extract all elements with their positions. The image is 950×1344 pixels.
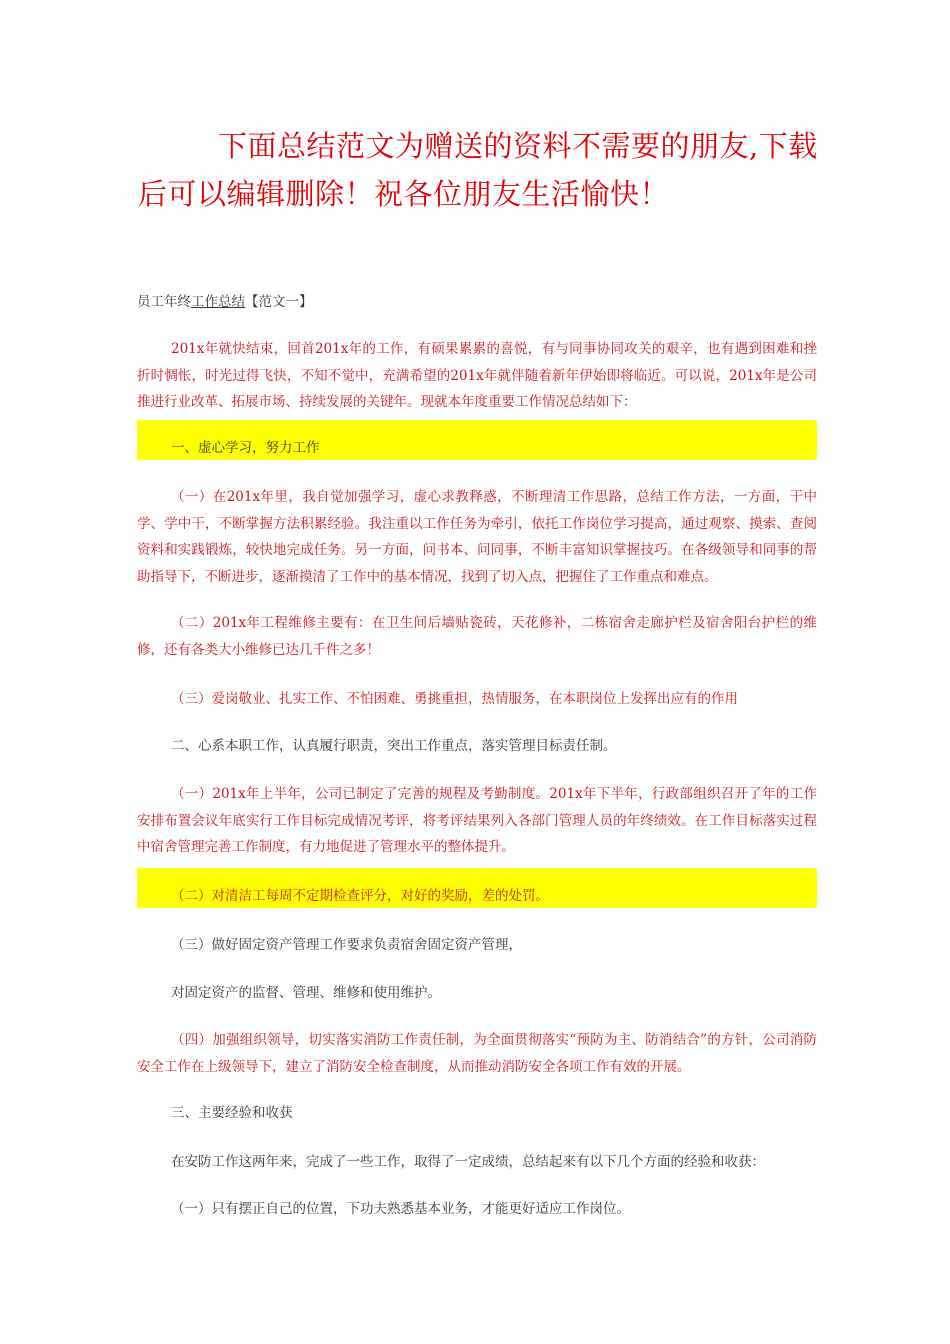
section-2-item-1: （一）201x年上半年，公司已制定了完善的规程及考勤制度。201x年下半年，行政部组织召开了年的工作安排布置会议年底实行工作目标完成情况考评，将考评结果列入各部门管理人员的年终绩效。在工作目标落实过程中宿舍管理完善工作制度，有力地促进了管理水平的整体提升。: [137, 786, 817, 855]
section-2-item-3: （三）做好固定资产管理工作要求负责宿舍固定资产管理，: [171, 937, 522, 953]
section-1-item-3: （三）爱岗敬业、扎实工作、不怕困难、勇挑重担，热情服务，在本职岗位上发挥出应有的作用: [171, 691, 738, 707]
title-suffix: 【范文一】: [245, 294, 313, 310]
section-3-intro: 在安防工作这两年来，完成了一些工作，取得了一定成绩，总结起来有以下几个方面的经验和收获：: [171, 1154, 765, 1170]
document-title: [137, 289, 817, 316]
section-2-item-2: （二）对清洁工每周不定期检查评分，对好的奖励，差的处罚。: [171, 888, 549, 904]
section-1-item-2: （二）201x年工程维修主要有：在卫生间后墙贴瓷砖，天花修补，二栋宿舍走廊护栏及宿舍阳台护栏的维修，还有各类大小维修已达几千件之多！: [137, 615, 817, 658]
section-heading-1: 一、虚心学习，努力工作: [171, 440, 320, 456]
section-2-item-4: （四）加强组织领导，切实落实消防工作责任制，为全面贯彻落实“预防为主、防消结合”的方针，公司消防安全工作在上级领导下，建立了消防安全检查制度，从而推动消防安全各项工作有效的开展。: [137, 1032, 817, 1075]
banner-notice: 下面总结范文为赠送的资料不需要的朋友,下载后可以编辑删除！祝各位朋友生活愉快！: [138, 129, 818, 211]
section-2-item-3-continued: 对固定资产的监督、管理、维修和使用维护。: [171, 985, 441, 1001]
section-3-item-1: （一）只有摆正自己的位置，下功夫熟悉基本业务，才能更好适应工作岗位。: [171, 1201, 630, 1217]
section-heading-2: 二、心系本职工作，认真履行职责，突出工作重点，落实管理目标责任制。: [171, 738, 617, 754]
section-1-item-1: （一）在201x年里，我自觉加强学习，虚心求教释惑，不断理清工作思路，总结工作方法，一方面，干中学、学中干，不断掌握方法积累经验。我注重以工作任务为牵引，依托工作岗位学习提高，通过观察、摸索、查阅资料和实践锻炼，较快地完成任务。另一方面，问书本、问同事，不断丰富知识掌握技巧。在各级领导和同事的帮助指导下，不断进步，逐渐摸清了工作中的基本情况，找到了切入点，把握住了工作重点和难点。: [137, 489, 817, 585]
title-underlined: 工作总结: [191, 294, 245, 310]
intro-paragraph: 201x年就快结束，回首201x年的工作，有硕果累累的喜悦，有与同事协同攻关的艰辛，也有遇到困难和挫折时惆怅，时光过得飞快，不知不觉中，充满希望的201x年就伴随着新年伊始即将临近。可以说，201x年是公司推进行业改革、拓展市场、持续发展的关键年。现就本年度重要工作情况总结如下：: [137, 341, 817, 410]
title-prefix: 员工年终: [137, 294, 191, 310]
section-heading-3: 三、主要经验和收获: [171, 1105, 293, 1121]
